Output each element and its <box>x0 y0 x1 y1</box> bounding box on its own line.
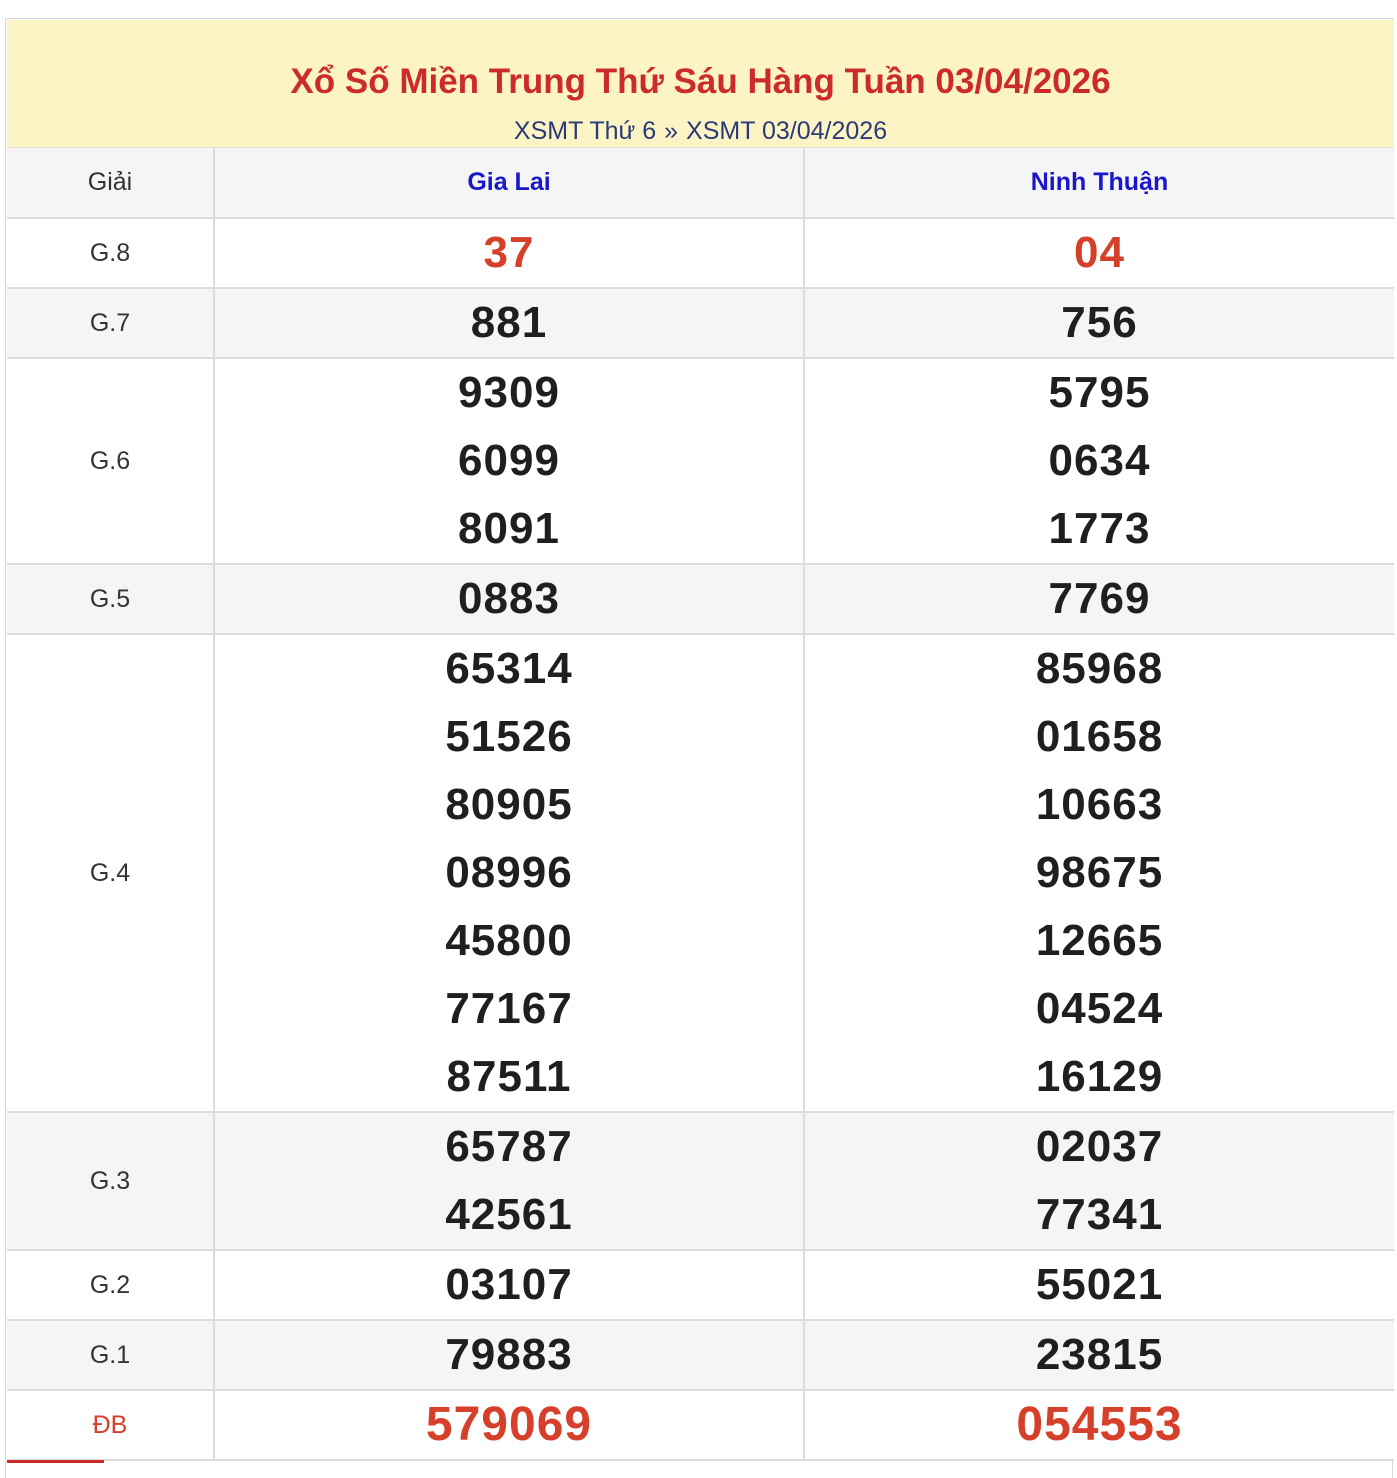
table-row-g3 <box>7 1112 1394 1250</box>
breadcrumb-link-date[interactable]: XSMT 03/04/2026 <box>686 117 888 145</box>
results-table <box>7 148 1394 1461</box>
breadcrumb <box>7 116 1394 146</box>
result-cell <box>214 564 804 634</box>
result-cell <box>804 288 1394 358</box>
result-cell <box>804 218 1394 288</box>
result-number: 02037 <box>1035 1122 1164 1171</box>
result-number: 37 <box>483 228 535 277</box>
result-number: 04 <box>1074 228 1125 277</box>
page-title: Xổ Số Miền Trung Thứ Sáu Hàng Tuần 03/04/2026 <box>290 62 1111 101</box>
results-header <box>7 20 1394 148</box>
result-number: 881 <box>470 298 548 347</box>
prize-label: G.4 <box>7 634 214 1112</box>
result-cell <box>804 1320 1394 1390</box>
result-number: 87511 <box>446 1052 572 1101</box>
prize-column-header: Giải <box>7 148 214 218</box>
prize-label-special: ĐB <box>7 1390 214 1460</box>
result-number: 0634 <box>1048 436 1151 485</box>
special-prize-number: 579069 <box>425 1398 593 1451</box>
result-cell <box>214 358 804 564</box>
table-row-g6 <box>7 358 1394 564</box>
result-cell <box>804 358 1394 564</box>
result-number: 0883 <box>458 574 560 623</box>
province-gia-lai[interactable]: Gia Lai <box>214 148 804 218</box>
result-number: 79883 <box>445 1330 573 1379</box>
result-number: 65314 <box>445 644 573 693</box>
result-cell <box>214 1320 804 1390</box>
result-cell <box>214 218 804 288</box>
table-row-g4 <box>7 634 1394 1112</box>
table-header-row <box>7 148 1394 218</box>
result-number: 55021 <box>1035 1260 1164 1309</box>
result-number: 03107 <box>445 1260 573 1309</box>
result-number: 16129 <box>1035 1052 1164 1101</box>
prize-label: G.5 <box>7 564 214 634</box>
breadcrumb-separator: » <box>664 117 679 145</box>
result-number: 80905 <box>445 780 573 829</box>
result-number: 04524 <box>1035 984 1164 1033</box>
result-cell <box>804 1250 1394 1320</box>
result-number: 7769 <box>1048 574 1151 623</box>
result-number: 8091 <box>458 504 560 553</box>
prize-label: G.7 <box>7 288 214 358</box>
result-cell <box>214 634 804 1112</box>
table-row-g2 <box>7 1250 1394 1320</box>
table-row-g5 <box>7 564 1394 634</box>
result-number: 45800 <box>445 916 573 965</box>
result-cell <box>804 1390 1394 1460</box>
result-cell <box>804 634 1394 1112</box>
result-number: 1773 <box>1048 504 1151 553</box>
prize-label: G.2 <box>7 1250 214 1320</box>
result-cell <box>804 1112 1394 1250</box>
special-prize-number: 054553 <box>1016 1398 1183 1451</box>
result-cell <box>214 288 804 358</box>
table-row-g1 <box>7 1320 1394 1390</box>
result-number: 6099 <box>458 436 560 485</box>
result-number: 85968 <box>1035 644 1164 693</box>
result-number: 756 <box>1061 298 1138 347</box>
result-number: 42561 <box>445 1190 573 1239</box>
result-number: 9309 <box>458 368 560 417</box>
result-number: 77167 <box>445 984 573 1033</box>
result-number: 77341 <box>1035 1190 1164 1239</box>
province-ninh-thuan[interactable]: Ninh Thuận <box>804 148 1394 218</box>
result-number: 98675 <box>1035 848 1164 897</box>
result-cell <box>214 1250 804 1320</box>
prize-label: G.6 <box>7 358 214 564</box>
prize-label: G.1 <box>7 1320 214 1390</box>
result-number: 01658 <box>1035 712 1164 761</box>
result-number: 10663 <box>1035 780 1164 829</box>
result-cell <box>804 564 1394 634</box>
result-cell <box>214 1390 804 1460</box>
result-number: 65787 <box>445 1122 573 1171</box>
result-number: 23815 <box>1035 1330 1164 1379</box>
result-number: 51526 <box>445 712 573 761</box>
result-number: 5795 <box>1048 368 1151 417</box>
prize-label: G.3 <box>7 1112 214 1250</box>
breadcrumb-link-weekday[interactable]: XSMT Thứ 6 <box>513 117 657 145</box>
result-number: 12665 <box>1035 916 1164 965</box>
prize-label: G.8 <box>7 218 214 288</box>
table-row-g8 <box>7 218 1394 288</box>
table-row-g7 <box>7 288 1394 358</box>
table-row-special <box>7 1390 1394 1460</box>
result-number: 08996 <box>445 848 573 897</box>
result-cell <box>214 1112 804 1250</box>
